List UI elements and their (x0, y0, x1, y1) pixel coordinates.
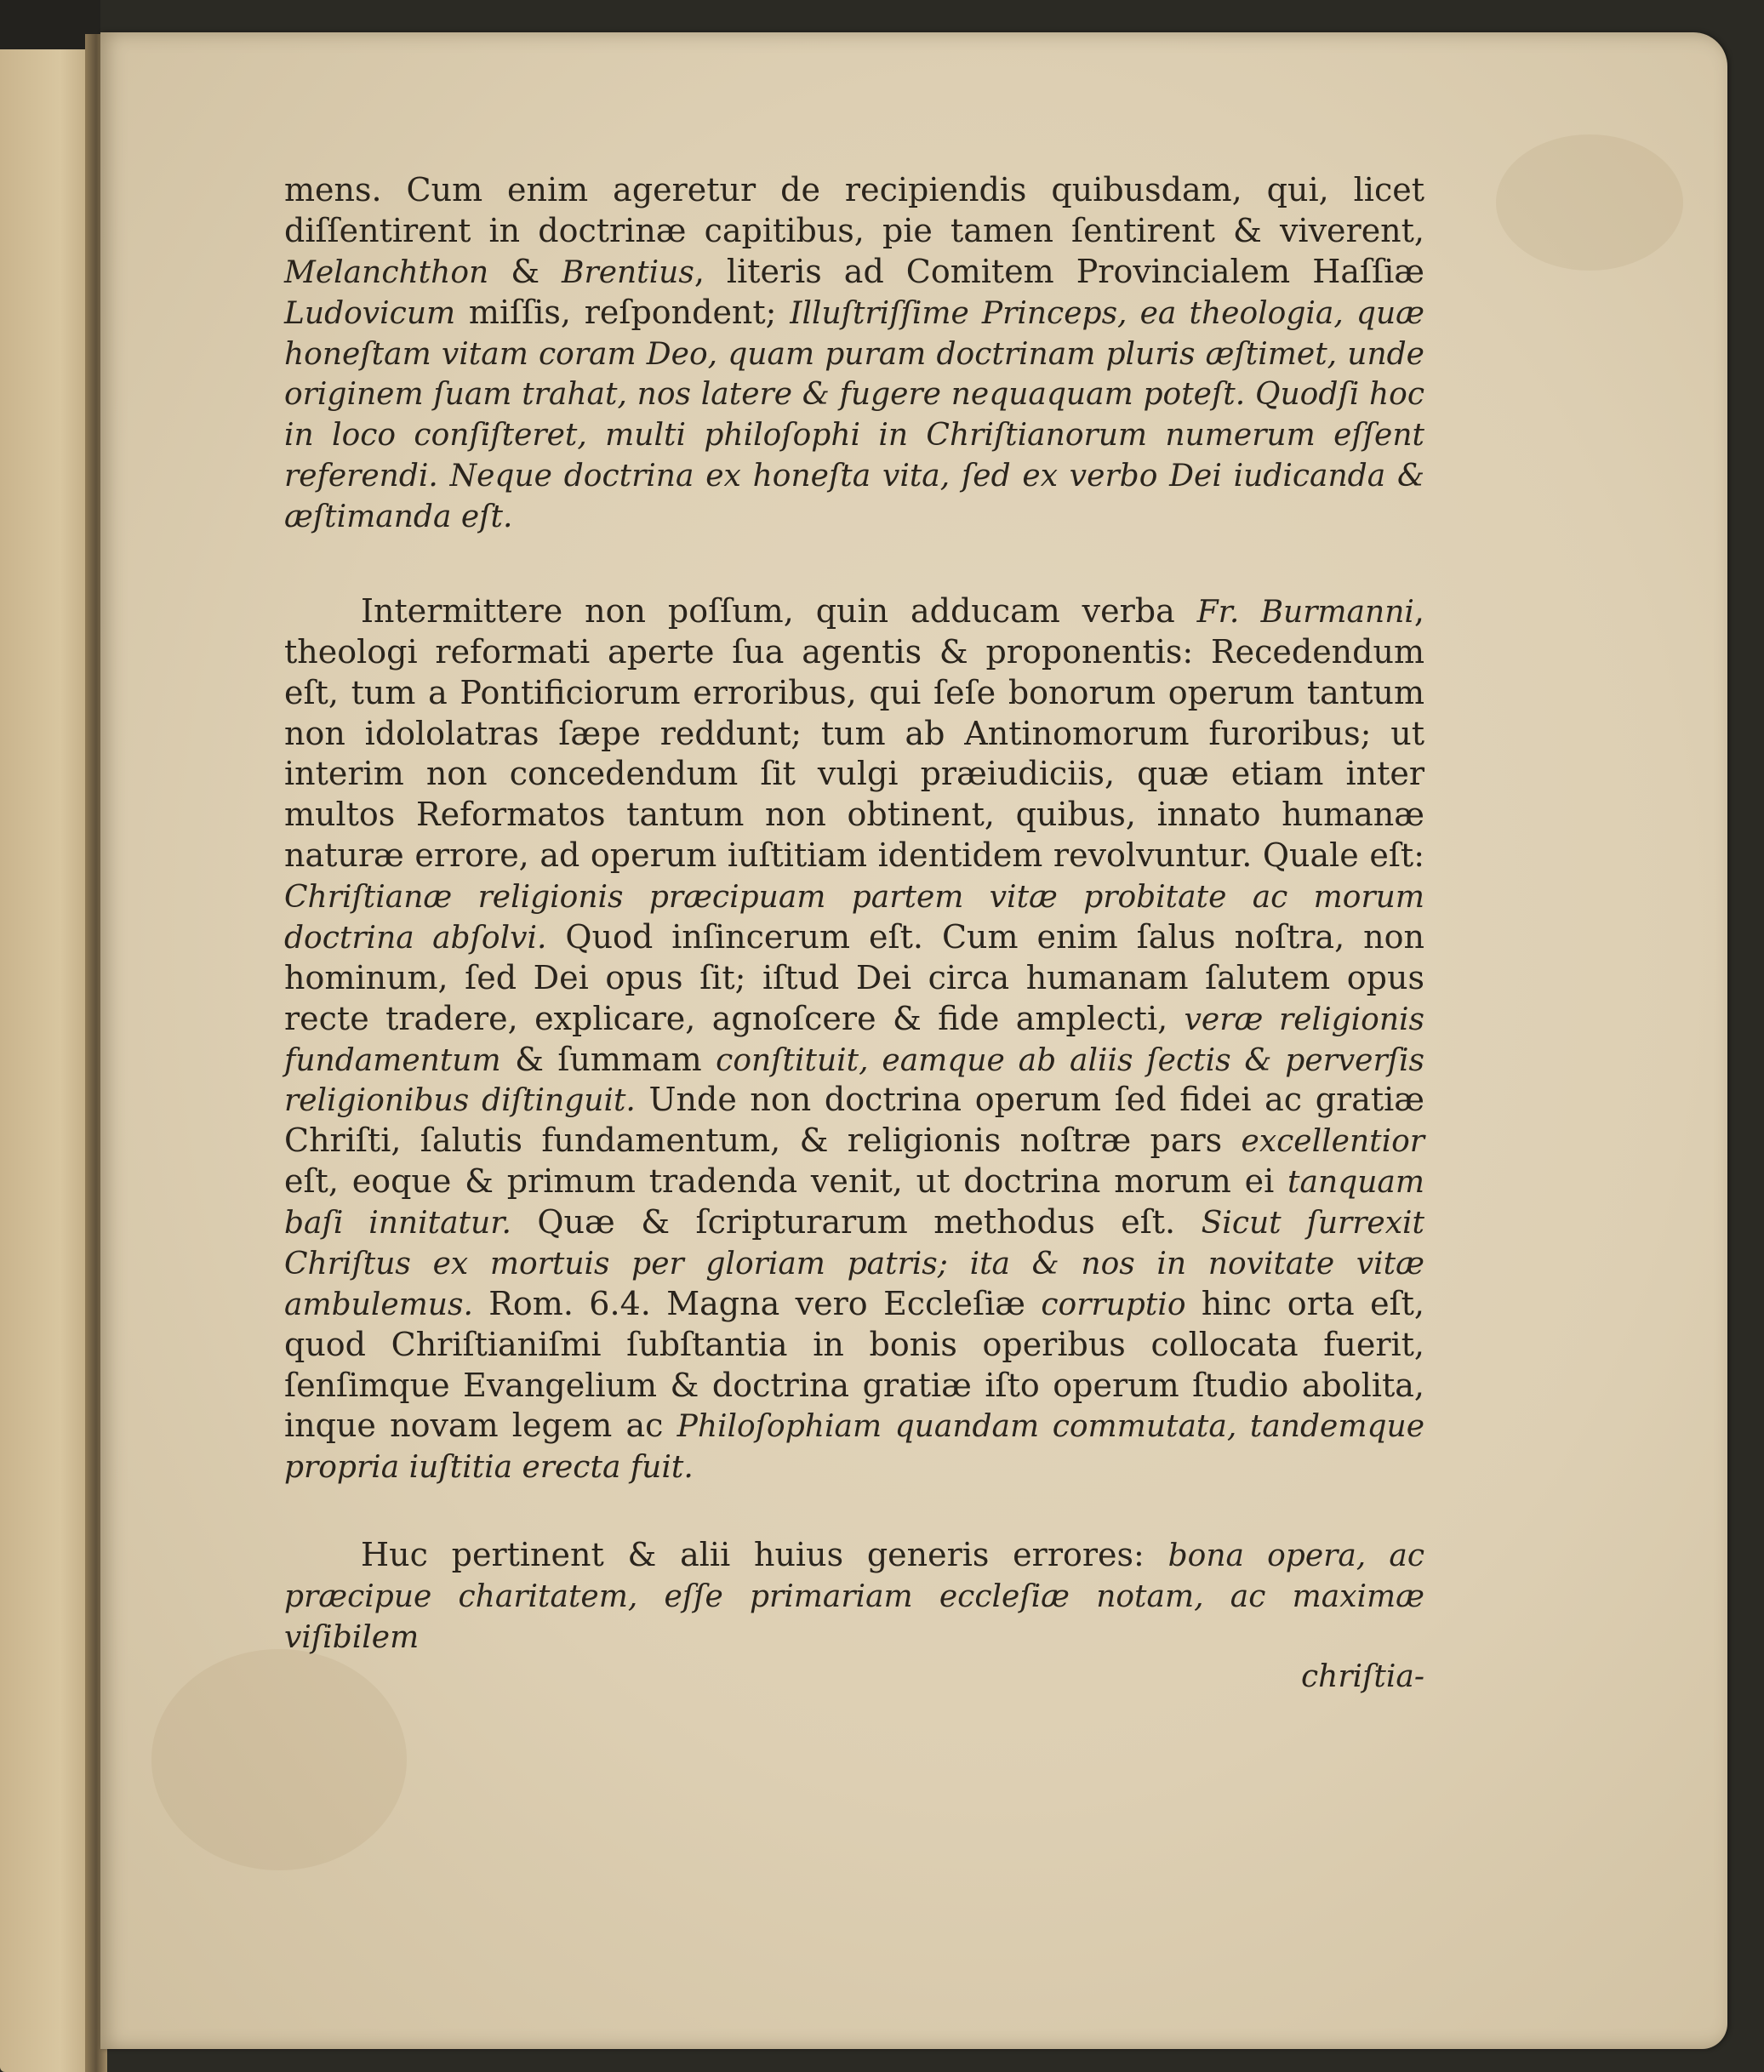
text-run: miſſis, reſpondent; (455, 293, 791, 331)
text-run: & ſummam (500, 1040, 716, 1078)
text-run: Quæ & ſcripturarum methodus eſt. (511, 1203, 1202, 1241)
italic-run: conſtituit, eamque ab aliis ſectis & perverſis religionibus diſtinguit. (284, 1042, 1424, 1119)
italic-run: Brentius (562, 254, 694, 290)
catchword: chriſtia- (1300, 1658, 1424, 1694)
italic-run: Illuſtriſſime Princeps, ea theologia, quæ honeſtam vitam coram Deo, quam puram doctrinam pluris æſtimet, unde originem ſuam trahat, nos latere & fugere nequaquam poteſt. Quodſi hoc in loco conſiſteret, multi philoſophi in Chriſtianorum numerum eſſent referendi. Neque doctrina ex honeſta vita, ſed ex verbo Dei iudicanda & æſtimanda eſt. (284, 295, 1424, 534)
italic-run: Fr. Burmanni (1196, 594, 1414, 630)
page-text (284, 170, 1424, 1696)
text-run: , theologi reformati aperte ſua agentis & proponentis: Recedendum eſt, tum a Pontificiorum erroribus, qui ſeſe bonorum operum tantum non idololatras ſæpe reddunt; tum ab Antinomorum furoribus; ut interim non concedendum ſit vulgi præiudiciis, quæ etiam inter multos Reformatos tantum non obtinent, quibus, innato humanæ naturæ errore, ad operum iuſtitiam identidem revolvuntur. Quale eſt: (284, 591, 1424, 875)
italic-run: Sicut ſurrexit Chriſtus ex mortuis per gloriam patris; ita & nos in novitate vitæ ambulemus. (284, 1206, 1425, 1322)
text-run: & (488, 252, 562, 290)
italic-run: excellentior (1241, 1124, 1424, 1160)
italic-run: tanquam baſi innitatur. (284, 1165, 1424, 1241)
text-run: Intermittere non poſſum, quin adducam verba (361, 591, 1197, 630)
paragraph-2 (284, 591, 1424, 1487)
italic-run: Melanchthon (284, 254, 489, 290)
paper-stain (1496, 134, 1683, 271)
text-run: hinc orta eſt, quod Chriſtianiſmi ſubſtantia in bonis operibus collocata fuerit, ſenſimque Evangelium & doctrina gratiæ iſto operum ſtudio abolita, inque novam legem ac (284, 1284, 1424, 1445)
text-run: Rom. 6.4. Magna vero Eccleſiæ (472, 1284, 1042, 1322)
paragraph-1 (284, 170, 1424, 537)
italic-run: corruptio (1041, 1287, 1186, 1322)
paragraph-3 (284, 1535, 1424, 1658)
italic-run: Philoſophiam quandam commutata, tandemque propria iuſtitia erecta fuit. (284, 1409, 1424, 1486)
text-run: Quod inſincerum eſt. Cum enim ſalus noſtra, non hominum, ſed Dei opus ſit; iſtud Dei circa humanam ſalutem opus recte tradere, explicare, agnoſcere & fide amplecti, (284, 917, 1424, 1037)
text-run: , literis ad Comitem Provincialem Haſſiæ (694, 252, 1424, 290)
italic-run: Ludovicum (284, 295, 456, 331)
italic-run: veræ religionis fundamentum (284, 1002, 1424, 1078)
text-run: Unde non doctrina operum ſed fidei ac gratiæ Chriſti, ſalutis fundamentum, & religionis noſtræ pars (284, 1081, 1424, 1160)
text-run: Huc pertinent & alii huius generis errores: (361, 1536, 1168, 1574)
italic-run: Chriſtianæ religionis præcipuam partem vitæ probitate ac morum doctrina abſolvi. (284, 880, 1424, 956)
text-run: eſt, eoque & primum tradenda venit, ut doctrina morum ei (284, 1162, 1288, 1201)
italic-run: bona opera, ac præcipue charitatem, eſſe primariam eccleſiæ notam, ac maximæ viſibilem (284, 1538, 1424, 1655)
text-run: mens. Cum enim ageretur de recipiendis quibusdam, qui, licet diſſentirent in doctrinæ capitibus, pie tamen ſentirent & viverent, (284, 171, 1424, 249)
